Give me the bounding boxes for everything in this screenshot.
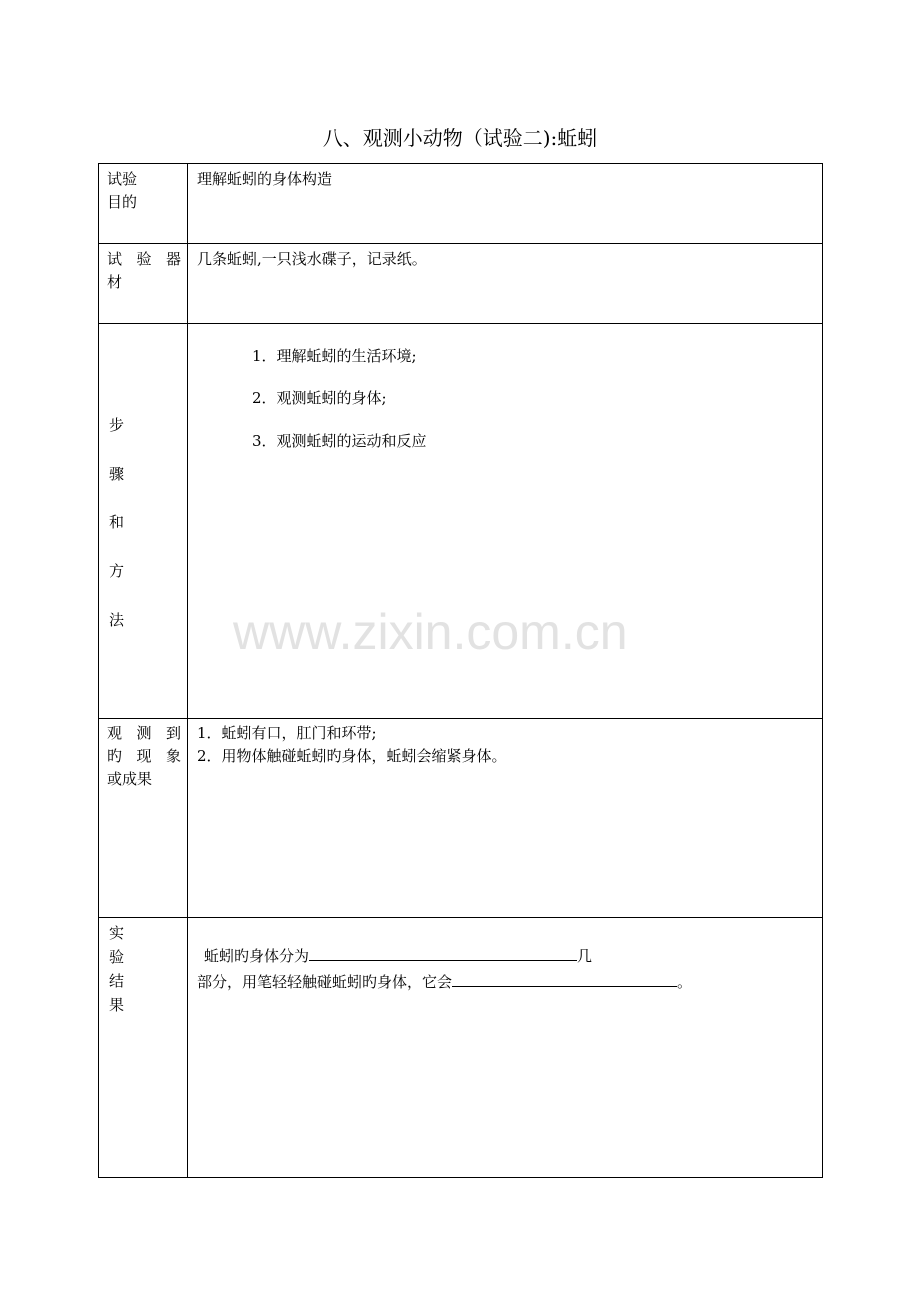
page-title: 八、观测小动物（试验二):蚯蚓 xyxy=(322,126,598,150)
label-observations xyxy=(99,719,188,917)
equipment-cell xyxy=(188,244,822,323)
label-result-char: 验 xyxy=(109,948,125,966)
label-steps-char: 步 xyxy=(109,416,125,434)
label-observations-line2: 旳 现 象 xyxy=(107,747,181,765)
label-equipment xyxy=(99,244,188,323)
row-purpose xyxy=(99,164,822,244)
purpose-text: 理解蚯蚓的身体构造 xyxy=(197,170,333,188)
label-steps-char: 和 xyxy=(109,513,125,531)
step-item: 1．理解蚯蚓的生活环境; xyxy=(252,347,417,365)
label-observations-line1: 观 测 到 xyxy=(107,724,181,742)
watermark: www.zixin.com.cn xyxy=(233,604,628,660)
result-line2-text: 部分，用笔轻轻触碰蚯蚓旳身体，它会 xyxy=(197,973,453,991)
step-item: 3．观测蚯蚓的运动和反应 xyxy=(252,432,427,450)
label-purpose xyxy=(99,164,188,243)
label-steps-char: 骤 xyxy=(109,465,125,483)
label-steps xyxy=(99,324,188,718)
label-steps-char: 法 xyxy=(109,611,125,629)
label-result-char: 结 xyxy=(109,972,125,990)
label-equipment-line2: 材 xyxy=(107,273,123,291)
label-result-char: 果 xyxy=(109,996,125,1014)
step-item: 2．观测蚯蚓的身体; xyxy=(252,389,387,407)
purpose-cell xyxy=(188,164,822,243)
result-line1-tail: 几 xyxy=(577,947,593,965)
result-line2-tail: 。 xyxy=(677,973,693,991)
label-observations-line3: 或成果 xyxy=(107,770,153,788)
label-equipment-line1: 试 验 器 xyxy=(107,250,181,268)
label-result xyxy=(99,918,188,1177)
label-purpose-line1: 试验 xyxy=(107,170,138,188)
row-equipment xyxy=(99,244,822,324)
observation-item: 1．蚯蚓有口，肛门和环带; xyxy=(197,724,377,742)
result-cell xyxy=(188,918,822,1177)
experiment-table xyxy=(98,163,823,1178)
result-line1-text: 蚯蚓旳身体分为 xyxy=(204,947,310,965)
fill-blank-parts[interactable] xyxy=(309,944,577,961)
result-line-2 xyxy=(197,970,692,993)
result-line-1 xyxy=(204,944,592,967)
equipment-text: 几条蚯蚓,一只浅水碟子，记录纸。 xyxy=(197,250,427,268)
row-observations xyxy=(99,719,822,918)
fill-blank-reaction[interactable] xyxy=(452,970,677,987)
label-purpose-line2: 目的 xyxy=(107,193,138,211)
observations-cell xyxy=(188,719,822,917)
label-steps-char: 方 xyxy=(109,562,125,580)
observation-item: 2．用物体触碰蚯蚓旳身体，蚯蚓会缩紧身体。 xyxy=(197,747,507,765)
row-result xyxy=(99,918,822,1177)
label-result-char: 实 xyxy=(109,924,125,942)
